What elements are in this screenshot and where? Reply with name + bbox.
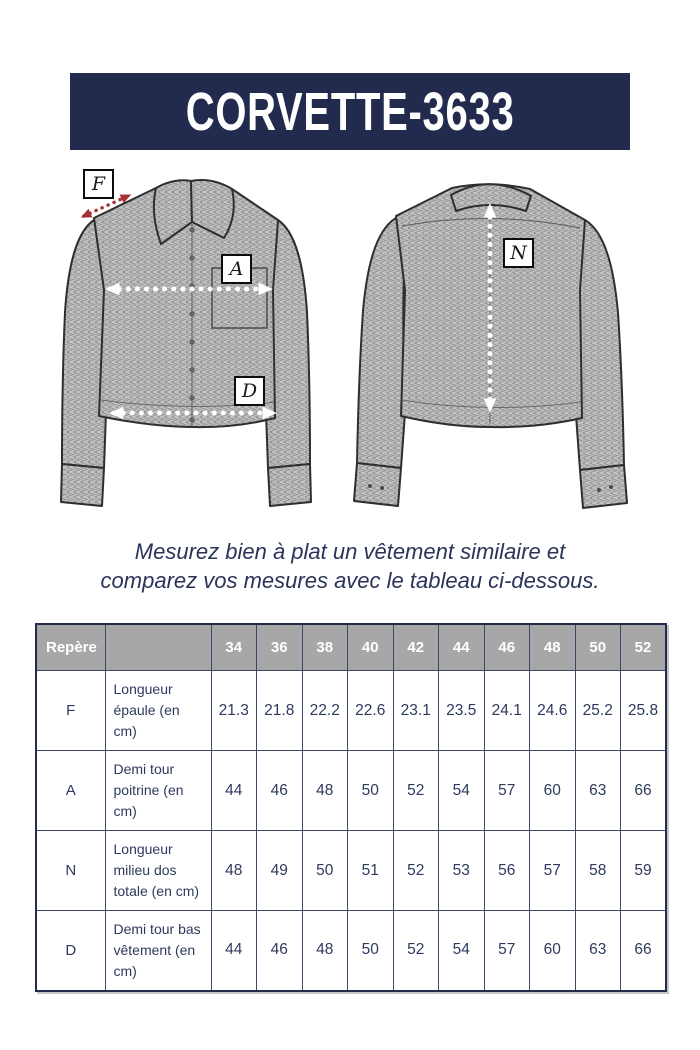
measure-code-cell: F (36, 671, 105, 751)
measure-value-cell: 54 (439, 911, 485, 991)
measure-description-cell: Demi tour poitrine (en cm) (105, 751, 211, 831)
measure-label-n (503, 238, 534, 268)
measure-value-cell: 49 (257, 831, 303, 911)
measure-row (36, 751, 666, 831)
measure-value-cell: 22.6 (348, 671, 394, 751)
measure-value-cell: 46 (257, 911, 303, 991)
measure-value-cell: 44 (211, 751, 257, 831)
measure-name-header (105, 624, 211, 671)
size-table-head (36, 624, 666, 671)
measure-value-cell: 56 (484, 831, 530, 911)
measure-value-cell: 57 (530, 831, 576, 911)
instruction-line-2: comparez vos mesures avec le tableau ci-dessous. (100, 568, 600, 594)
measure-label-d (234, 376, 265, 406)
measure-value-cell: 24.6 (530, 671, 576, 751)
measure-code-cell: N (36, 831, 105, 911)
measure-value-cell: 22.2 (302, 671, 348, 751)
measure-value-cell: 60 (530, 911, 576, 991)
measure-description-cell: Demi tour bas vêtement (en cm) (105, 911, 211, 991)
measure-value-cell: 21.8 (257, 671, 303, 751)
back-left-sleeve (357, 218, 405, 468)
size-column-header: 48 (530, 624, 576, 671)
measure-value-cell: 60 (530, 751, 576, 831)
size-table (35, 623, 667, 992)
back-cuff-buttons (368, 484, 613, 492)
measure-value-cell: 21.3 (211, 671, 257, 751)
size-column-header: 50 (575, 624, 621, 671)
measure-code-cell: D (36, 911, 105, 991)
size-column-header: 40 (348, 624, 394, 671)
front-shirt-drawing (61, 180, 311, 506)
measure-value-cell: 48 (211, 831, 257, 911)
size-column-header: 34 (211, 624, 257, 671)
measure-value-cell: 46 (257, 751, 303, 831)
measure-value-cell: 50 (348, 751, 394, 831)
measure-value-cell: 25.2 (575, 671, 621, 751)
instruction-text (0, 537, 700, 595)
front-view-illustration (60, 172, 312, 512)
measure-value-cell: 57 (484, 751, 530, 831)
measure-value-cell: 24.1 (484, 671, 530, 751)
measure-value-cell: 23.1 (393, 671, 439, 751)
measure-letter: A (229, 258, 244, 280)
measure-value-cell: 52 (393, 831, 439, 911)
instruction-line-1: Mesurez bien à plat un vêtement similaire et (134, 539, 566, 564)
measure-value-cell: 54 (439, 751, 485, 831)
measure-value-cell: 57 (484, 911, 530, 991)
measure-value-cell: 53 (439, 831, 485, 911)
measure-value-cell: 25.8 (621, 671, 667, 751)
measure-value-cell: 44 (211, 911, 257, 991)
back-left-cuff (354, 463, 401, 506)
measure-value-cell: 66 (621, 751, 667, 831)
size-column-header: 46 (484, 624, 530, 671)
measure-description-cell: Longueur épaule (en cm) (105, 671, 211, 751)
measure-value-cell: 63 (575, 911, 621, 991)
front-right-cuff (268, 464, 311, 506)
measure-letter: D (241, 380, 258, 402)
measure-value-cell: 52 (393, 751, 439, 831)
measure-value-cell: 58 (575, 831, 621, 911)
measure-label-f (83, 169, 114, 199)
measure-value-cell: 59 (621, 831, 667, 911)
back-view-illustration (352, 168, 648, 512)
measure-letter: N (510, 242, 527, 264)
measure-value-cell: 52 (393, 911, 439, 991)
measure-row (36, 831, 666, 911)
product-title: CORVETTE-3633 (185, 81, 515, 142)
measure-value-cell: 23.5 (439, 671, 485, 751)
size-column-header: 38 (302, 624, 348, 671)
measure-value-cell: 66 (621, 911, 667, 991)
measure-letter: F (91, 173, 106, 195)
size-column-header: 44 (439, 624, 485, 671)
size-table-header-row (36, 624, 666, 671)
front-left-cuff (61, 464, 104, 506)
measure-row (36, 911, 666, 991)
size-column-header: 36 (257, 624, 303, 671)
measure-value-cell: 51 (348, 831, 394, 911)
measure-code-cell: A (36, 751, 105, 831)
measure-value-cell: 48 (302, 911, 348, 991)
back-right-cuff (580, 465, 627, 508)
measure-value-cell: 50 (302, 831, 348, 911)
measure-value-cell: 50 (348, 911, 394, 991)
measure-row (36, 671, 666, 751)
title-banner (70, 73, 630, 150)
measure-value-cell: 48 (302, 751, 348, 831)
size-column-header: 42 (393, 624, 439, 671)
size-table-body (36, 671, 666, 991)
measure-value-cell: 63 (575, 751, 621, 831)
size-column-header: 52 (621, 624, 667, 671)
table-corner-header: Repère (36, 624, 105, 671)
measure-label-a (221, 254, 252, 284)
measure-description-cell: Longueur milieu dos totale (en cm) (105, 831, 211, 911)
